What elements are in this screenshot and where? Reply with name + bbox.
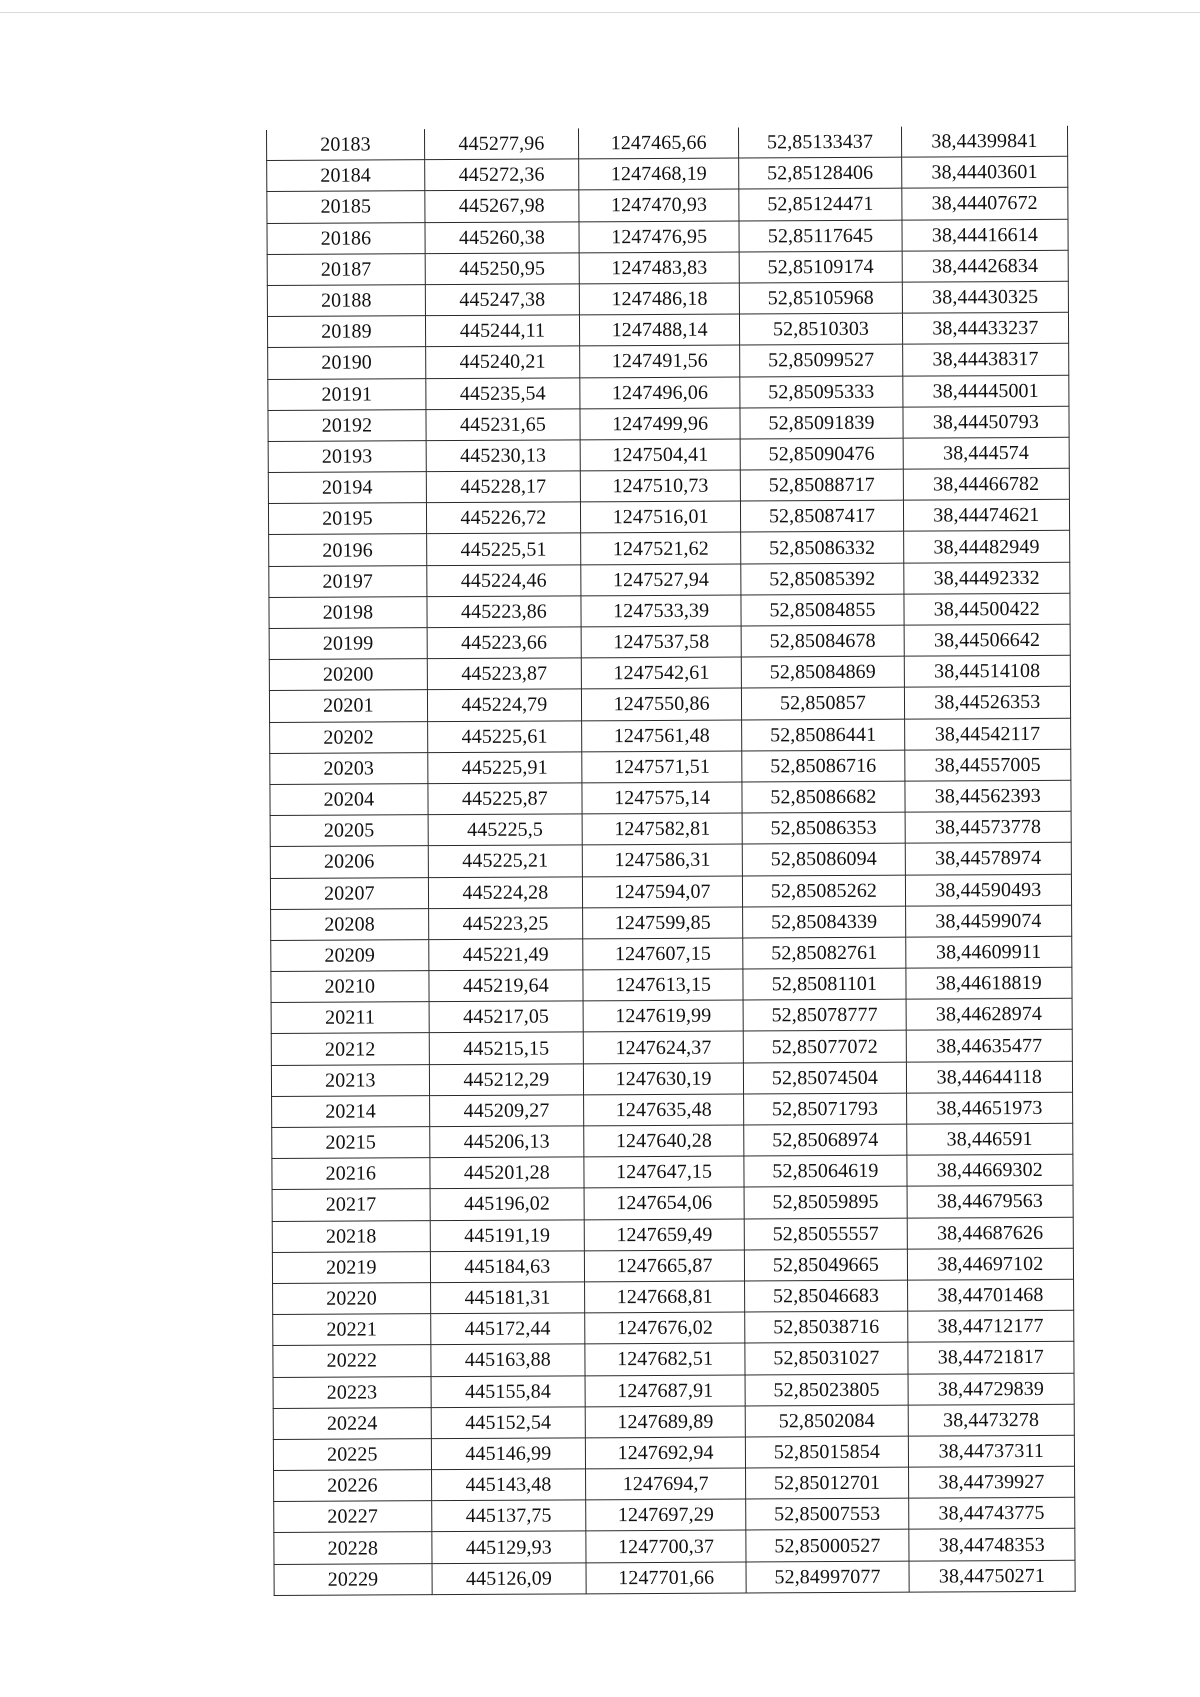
x-coordinate-cell: 445272,36 <box>424 159 578 191</box>
table-row <box>273 1279 1074 1314</box>
y-coordinate-cell: 1247468,19 <box>579 158 739 190</box>
x-coordinate-cell: 445225,51 <box>426 533 580 565</box>
x-coordinate-cell: 445224,28 <box>428 876 582 908</box>
table-row <box>267 156 1068 191</box>
y-coordinate-cell: 1247613,15 <box>583 969 743 1001</box>
table-row <box>271 905 1072 940</box>
latitude-cell: 52,85084869 <box>742 656 905 688</box>
y-coordinate-cell: 1247550,86 <box>581 688 741 720</box>
point-number-cell: 20200 <box>269 659 427 691</box>
point-number-cell: 20221 <box>273 1314 431 1346</box>
point-number-cell: 20219 <box>272 1251 430 1283</box>
point-number-cell: 20229 <box>274 1563 432 1595</box>
longitude-cell: 38,44573778 <box>905 811 1072 843</box>
y-coordinate-cell: 1247687,91 <box>585 1375 745 1407</box>
x-coordinate-cell: 445223,25 <box>428 908 582 940</box>
point-number-cell: 20225 <box>273 1439 431 1471</box>
y-coordinate-cell: 1247694,7 <box>586 1468 746 1500</box>
y-coordinate-cell: 1247582,81 <box>582 813 742 845</box>
longitude-cell: 38,44482949 <box>903 531 1070 563</box>
y-coordinate-cell: 1247483,83 <box>579 252 739 284</box>
longitude-cell: 38,44466782 <box>903 468 1070 500</box>
latitude-cell: 52,85105968 <box>740 282 903 314</box>
latitude-cell: 52,85000527 <box>746 1530 909 1562</box>
point-number-cell: 20195 <box>268 503 426 535</box>
y-coordinate-cell: 1247676,02 <box>585 1312 745 1344</box>
point-number-cell: 20191 <box>268 378 426 410</box>
longitude-cell: 38,44438317 <box>902 344 1069 376</box>
table-row <box>270 749 1071 784</box>
latitude-cell: 52,85012701 <box>746 1467 909 1499</box>
latitude-cell: 52,85084855 <box>741 594 904 626</box>
table-row <box>273 1310 1074 1345</box>
table-row <box>273 1373 1074 1408</box>
table-row <box>272 1186 1073 1221</box>
point-number-cell: 20216 <box>272 1158 430 1190</box>
x-coordinate-cell: 445219,64 <box>429 970 583 1002</box>
longitude-cell: 38,44729839 <box>908 1373 1075 1405</box>
x-coordinate-cell: 445146,99 <box>431 1438 585 1470</box>
point-number-cell: 20227 <box>274 1501 432 1533</box>
y-coordinate-cell: 1247668,81 <box>585 1281 745 1313</box>
latitude-cell: 52,85086094 <box>743 843 906 875</box>
latitude-cell: 52,85117645 <box>739 220 902 252</box>
latitude-cell: 52,85128406 <box>739 157 902 189</box>
x-coordinate-cell: 445172,44 <box>430 1313 584 1345</box>
table-row <box>269 624 1070 659</box>
point-number-cell: 20228 <box>274 1532 432 1564</box>
longitude-cell: 38,44609911 <box>905 936 1072 968</box>
table-row <box>270 718 1071 753</box>
table-row <box>271 967 1072 1002</box>
longitude-cell: 38,44514108 <box>904 655 1071 687</box>
point-number-cell: 20207 <box>270 877 428 909</box>
longitude-cell: 38,44433237 <box>902 312 1069 344</box>
coordinates-table <box>266 126 1076 1596</box>
latitude-cell: 52,85086682 <box>742 781 905 813</box>
latitude-cell: 52,85087417 <box>741 500 904 532</box>
x-coordinate-cell: 445226,72 <box>426 502 580 534</box>
y-coordinate-cell: 1247491,56 <box>580 345 740 377</box>
y-coordinate-cell: 1247697,29 <box>586 1499 746 1531</box>
latitude-cell: 52,85085262 <box>743 875 906 907</box>
y-coordinate-cell: 1247607,15 <box>583 938 743 970</box>
longitude-cell: 38,44506642 <box>904 624 1071 656</box>
point-number-cell: 20205 <box>270 815 428 847</box>
latitude-cell: 52,85086716 <box>742 750 905 782</box>
point-number-cell: 20213 <box>271 1064 429 1096</box>
table-row <box>267 188 1068 223</box>
longitude-cell: 38,44679563 <box>907 1186 1074 1218</box>
table-row <box>272 1217 1073 1252</box>
table-row <box>271 1061 1072 1096</box>
latitude-cell: 52,85109174 <box>739 251 902 283</box>
latitude-cell: 52,85124471 <box>739 189 902 221</box>
point-number-cell: 20201 <box>269 690 427 722</box>
longitude-cell: 38,44743775 <box>908 1498 1075 1530</box>
longitude-cell: 38,4473278 <box>908 1404 1075 1436</box>
point-number-cell: 20199 <box>269 628 427 660</box>
point-number-cell: 20187 <box>267 253 425 285</box>
longitude-cell: 38,44750271 <box>909 1560 1076 1592</box>
table-row <box>268 500 1069 535</box>
point-number-cell: 20218 <box>272 1220 430 1252</box>
point-number-cell: 20220 <box>273 1283 431 1315</box>
point-number-cell: 20214 <box>272 1095 430 1127</box>
table-row <box>274 1466 1075 1501</box>
latitude-cell: 52,8502084 <box>745 1405 908 1437</box>
table-row <box>269 655 1070 690</box>
y-coordinate-cell: 1247470,93 <box>579 189 739 221</box>
point-number-cell: 20223 <box>273 1376 431 1408</box>
y-coordinate-cell: 1247533,39 <box>581 595 741 627</box>
x-coordinate-cell: 445184,63 <box>430 1251 584 1283</box>
table-row <box>270 780 1071 815</box>
x-coordinate-cell: 445240,21 <box>425 346 579 378</box>
x-coordinate-cell: 445206,13 <box>430 1126 584 1158</box>
point-number-cell: 20204 <box>270 784 428 816</box>
latitude-cell: 52,85077072 <box>743 1031 906 1063</box>
table-row <box>272 1154 1073 1189</box>
y-coordinate-cell: 1247630,19 <box>583 1063 743 1095</box>
longitude-cell: 38,44635477 <box>906 1030 1073 1062</box>
longitude-cell: 38,44430325 <box>902 281 1069 313</box>
y-coordinate-cell: 1247659,49 <box>584 1219 744 1251</box>
x-coordinate-cell: 445163,88 <box>431 1344 585 1376</box>
y-coordinate-cell: 1247701,66 <box>586 1562 746 1594</box>
longitude-cell: 38,44618819 <box>906 967 1073 999</box>
x-coordinate-cell: 445221,49 <box>429 939 583 971</box>
x-coordinate-cell: 445260,38 <box>425 221 579 253</box>
y-coordinate-cell: 1247504,41 <box>580 439 740 471</box>
latitude-cell: 52,85064619 <box>744 1155 907 1187</box>
table-row <box>270 874 1071 909</box>
table-row <box>274 1498 1075 1533</box>
longitude-cell: 38,44712177 <box>907 1310 1074 1342</box>
longitude-cell: 38,44669302 <box>907 1154 1074 1186</box>
table-row <box>269 562 1070 597</box>
latitude-cell: 52,85082761 <box>743 937 906 969</box>
x-coordinate-cell: 445223,87 <box>427 658 581 690</box>
point-number-cell: 20215 <box>272 1127 430 1159</box>
latitude-cell: 52,85055557 <box>744 1218 907 1250</box>
x-coordinate-cell: 445212,29 <box>429 1063 583 1095</box>
y-coordinate-cell: 1247624,37 <box>583 1031 743 1063</box>
coordinates-table-body <box>267 126 1076 1595</box>
x-coordinate-cell: 445215,15 <box>429 1032 583 1064</box>
longitude-cell: 38,44474621 <box>903 500 1070 532</box>
table-row <box>271 999 1072 1034</box>
table-row <box>273 1435 1074 1470</box>
table-row <box>272 1123 1073 1158</box>
y-coordinate-cell: 1247496,06 <box>580 377 740 409</box>
table-row <box>268 406 1069 441</box>
longitude-cell: 38,446591 <box>906 1123 1073 1155</box>
y-coordinate-cell: 1247499,96 <box>580 408 740 440</box>
latitude-cell: 52,85084678 <box>741 625 904 657</box>
x-coordinate-cell: 445181,31 <box>430 1282 584 1314</box>
x-coordinate-cell: 445129,93 <box>432 1531 586 1563</box>
x-coordinate-cell: 445267,98 <box>425 190 579 222</box>
latitude-cell: 52,84997077 <box>746 1561 909 1593</box>
longitude-cell: 38,44492332 <box>903 562 1070 594</box>
y-coordinate-cell: 1247510,73 <box>580 470 740 502</box>
x-coordinate-cell: 445225,91 <box>428 752 582 784</box>
table-row <box>268 344 1069 379</box>
longitude-cell: 38,44403601 <box>901 156 1068 188</box>
latitude-cell: 52,85031027 <box>745 1342 908 1374</box>
latitude-cell: 52,85088717 <box>741 469 904 501</box>
y-coordinate-cell: 1247476,95 <box>579 221 739 253</box>
y-coordinate-cell: 1247571,51 <box>582 751 742 783</box>
latitude-cell: 52,85074504 <box>744 1062 907 1094</box>
x-coordinate-cell: 445277,96 <box>424 128 578 159</box>
latitude-cell: 52,85084339 <box>743 906 906 938</box>
latitude-cell: 52,85086441 <box>742 719 905 751</box>
x-coordinate-cell: 445231,65 <box>426 409 580 441</box>
point-number-cell: 20183 <box>267 129 425 161</box>
point-number-cell: 20185 <box>267 191 425 223</box>
longitude-cell: 38,44416614 <box>902 219 1069 251</box>
longitude-cell: 38,44407672 <box>901 188 1068 220</box>
x-coordinate-cell: 445230,13 <box>426 440 580 472</box>
y-coordinate-cell: 1247682,51 <box>585 1343 745 1375</box>
latitude-cell: 52,85038716 <box>745 1311 908 1343</box>
point-number-cell: 20198 <box>269 596 427 628</box>
x-coordinate-cell: 445224,79 <box>427 689 581 721</box>
latitude-cell: 52,85007553 <box>746 1498 909 1530</box>
longitude-cell: 38,44737311 <box>908 1435 1075 1467</box>
table-row <box>274 1560 1075 1595</box>
point-number-cell: 20224 <box>273 1407 431 1439</box>
table-row <box>274 1529 1075 1564</box>
table-row <box>273 1342 1074 1377</box>
y-coordinate-cell: 1247635,48 <box>584 1094 744 1126</box>
y-coordinate-cell: 1247486,18 <box>579 283 739 315</box>
latitude-cell: 52,85133437 <box>739 127 902 159</box>
table-row <box>267 219 1068 254</box>
latitude-cell: 52,85090476 <box>740 438 903 470</box>
longitude-cell: 38,44542117 <box>904 718 1071 750</box>
table-row <box>271 1030 1072 1065</box>
point-number-cell: 20212 <box>271 1033 429 1065</box>
table-row <box>269 531 1070 566</box>
table-row <box>273 1404 1074 1439</box>
y-coordinate-cell: 1247692,94 <box>585 1437 745 1469</box>
table-row <box>269 593 1070 628</box>
longitude-cell: 38,44697102 <box>907 1248 1074 1280</box>
latitude-cell: 52,8510303 <box>740 313 903 345</box>
longitude-cell: 38,44445001 <box>902 375 1069 407</box>
x-coordinate-cell: 445143,48 <box>431 1469 585 1501</box>
x-coordinate-cell: 445247,38 <box>425 284 579 316</box>
x-coordinate-cell: 445191,19 <box>430 1219 584 1251</box>
y-coordinate-cell: 1247647,15 <box>584 1156 744 1188</box>
longitude-cell: 38,44739927 <box>908 1466 1075 1498</box>
latitude-cell: 52,85078777 <box>743 999 906 1031</box>
table-row <box>268 375 1069 410</box>
point-number-cell: 20188 <box>267 285 425 317</box>
x-coordinate-cell: 445235,54 <box>426 377 580 409</box>
table-row <box>270 843 1071 878</box>
scan-edge-line <box>0 12 1200 13</box>
x-coordinate-cell: 445228,17 <box>426 471 580 503</box>
point-number-cell: 20208 <box>271 908 429 940</box>
longitude-cell: 38,44426834 <box>902 250 1069 282</box>
table-row <box>267 312 1068 347</box>
latitude-cell: 52,85085392 <box>741 563 904 595</box>
x-coordinate-cell: 445209,27 <box>429 1095 583 1127</box>
x-coordinate-cell: 445225,5 <box>428 814 582 846</box>
longitude-cell: 38,44590493 <box>905 874 1072 906</box>
point-number-cell: 20193 <box>268 441 426 473</box>
latitude-cell: 52,85081101 <box>743 968 906 1000</box>
x-coordinate-cell: 445225,21 <box>428 845 582 877</box>
point-number-cell: 20190 <box>268 347 426 379</box>
y-coordinate-cell: 1247537,58 <box>581 626 741 658</box>
table-row <box>267 250 1068 285</box>
table-row <box>267 126 1068 161</box>
latitude-cell: 52,85071793 <box>744 1093 907 1125</box>
longitude-cell: 38,44557005 <box>904 749 1071 781</box>
x-coordinate-cell: 445223,66 <box>427 627 581 659</box>
x-coordinate-cell: 445225,61 <box>427 720 581 752</box>
point-number-cell: 20202 <box>270 721 428 753</box>
y-coordinate-cell: 1247527,94 <box>581 564 741 596</box>
y-coordinate-cell: 1247640,28 <box>584 1125 744 1157</box>
longitude-cell: 38,44450793 <box>903 406 1070 438</box>
table-row <box>268 468 1069 503</box>
y-coordinate-cell: 1247665,87 <box>584 1250 744 1282</box>
latitude-cell: 52,85068974 <box>744 1124 907 1156</box>
table-row <box>269 687 1070 722</box>
latitude-cell: 52,85095333 <box>740 376 903 408</box>
y-coordinate-cell: 1247594,07 <box>582 876 742 908</box>
y-coordinate-cell: 1247700,37 <box>586 1530 746 1562</box>
point-number-cell: 20226 <box>274 1470 432 1502</box>
longitude-cell: 38,44644118 <box>906 1061 1073 1093</box>
y-coordinate-cell: 1247561,48 <box>582 720 742 752</box>
table-row <box>272 1092 1073 1127</box>
point-number-cell: 20186 <box>267 222 425 254</box>
y-coordinate-cell: 1247599,85 <box>583 907 743 939</box>
y-coordinate-cell: 1247619,99 <box>583 1000 743 1032</box>
longitude-cell: 38,44526353 <box>904 687 1071 719</box>
point-number-cell: 20197 <box>269 565 427 597</box>
longitude-cell: 38,44651973 <box>906 1092 1073 1124</box>
y-coordinate-cell: 1247465,66 <box>578 128 738 160</box>
x-coordinate-cell: 445196,02 <box>430 1188 584 1220</box>
longitude-cell: 38,44748353 <box>908 1529 1075 1561</box>
latitude-cell: 52,85091839 <box>740 407 903 439</box>
x-coordinate-cell: 445201,28 <box>430 1157 584 1189</box>
latitude-cell: 52,85099527 <box>740 344 903 376</box>
longitude-cell: 38,44687626 <box>907 1217 1074 1249</box>
longitude-cell: 38,44599074 <box>905 905 1072 937</box>
x-coordinate-cell: 445250,95 <box>425 253 579 285</box>
longitude-cell: 38,44578974 <box>905 843 1072 875</box>
latitude-cell: 52,85086332 <box>741 532 904 564</box>
y-coordinate-cell: 1247586,31 <box>582 844 742 876</box>
x-coordinate-cell: 445225,87 <box>428 783 582 815</box>
table-row <box>267 281 1068 316</box>
longitude-cell: 38,44500422 <box>904 593 1071 625</box>
latitude-cell: 52,85059895 <box>744 1187 907 1219</box>
point-number-cell: 20203 <box>270 752 428 784</box>
latitude-cell: 52,85049665 <box>745 1249 908 1281</box>
point-number-cell: 20211 <box>271 1002 429 1034</box>
y-coordinate-cell: 1247516,01 <box>580 501 740 533</box>
point-number-cell: 20196 <box>269 534 427 566</box>
point-number-cell: 20222 <box>273 1345 431 1377</box>
longitude-cell: 38,44628974 <box>906 999 1073 1031</box>
y-coordinate-cell: 1247575,14 <box>582 782 742 814</box>
y-coordinate-cell: 1247521,62 <box>581 532 741 564</box>
x-coordinate-cell: 445224,46 <box>427 564 581 596</box>
table-row <box>272 1248 1073 1283</box>
x-coordinate-cell: 445126,09 <box>432 1562 586 1594</box>
longitude-cell: 38,44562393 <box>905 780 1072 812</box>
point-number-cell: 20209 <box>271 940 429 972</box>
point-number-cell: 20206 <box>270 846 428 878</box>
table-row <box>268 437 1069 472</box>
latitude-cell: 52,850857 <box>742 688 905 720</box>
x-coordinate-cell: 445223,86 <box>427 596 581 628</box>
y-coordinate-cell: 1247488,14 <box>579 314 739 346</box>
longitude-cell: 38,44721817 <box>907 1342 1074 1374</box>
point-number-cell: 20217 <box>272 1189 430 1221</box>
x-coordinate-cell: 445137,75 <box>431 1500 585 1532</box>
longitude-cell: 38,44701468 <box>907 1279 1074 1311</box>
latitude-cell: 52,85086353 <box>742 812 905 844</box>
y-coordinate-cell: 1247689,89 <box>585 1406 745 1438</box>
table-row <box>270 811 1071 846</box>
point-number-cell: 20210 <box>271 971 429 1003</box>
latitude-cell: 52,85023805 <box>745 1374 908 1406</box>
latitude-cell: 52,85046683 <box>745 1280 908 1312</box>
y-coordinate-cell: 1247542,61 <box>581 657 741 689</box>
longitude-cell: 38,44399841 <box>901 126 1068 158</box>
x-coordinate-cell: 445217,05 <box>429 1001 583 1033</box>
point-number-cell: 20184 <box>267 160 425 192</box>
longitude-cell: 38,444574 <box>903 437 1070 469</box>
point-number-cell: 20192 <box>268 409 426 441</box>
latitude-cell: 52,85015854 <box>746 1436 909 1468</box>
point-number-cell: 20194 <box>268 472 426 504</box>
x-coordinate-cell: 445244,11 <box>425 315 579 347</box>
y-coordinate-cell: 1247654,06 <box>584 1187 744 1219</box>
x-coordinate-cell: 445152,54 <box>431 1407 585 1439</box>
point-number-cell: 20189 <box>267 316 425 348</box>
table-row <box>271 936 1072 971</box>
x-coordinate-cell: 445155,84 <box>431 1375 585 1407</box>
